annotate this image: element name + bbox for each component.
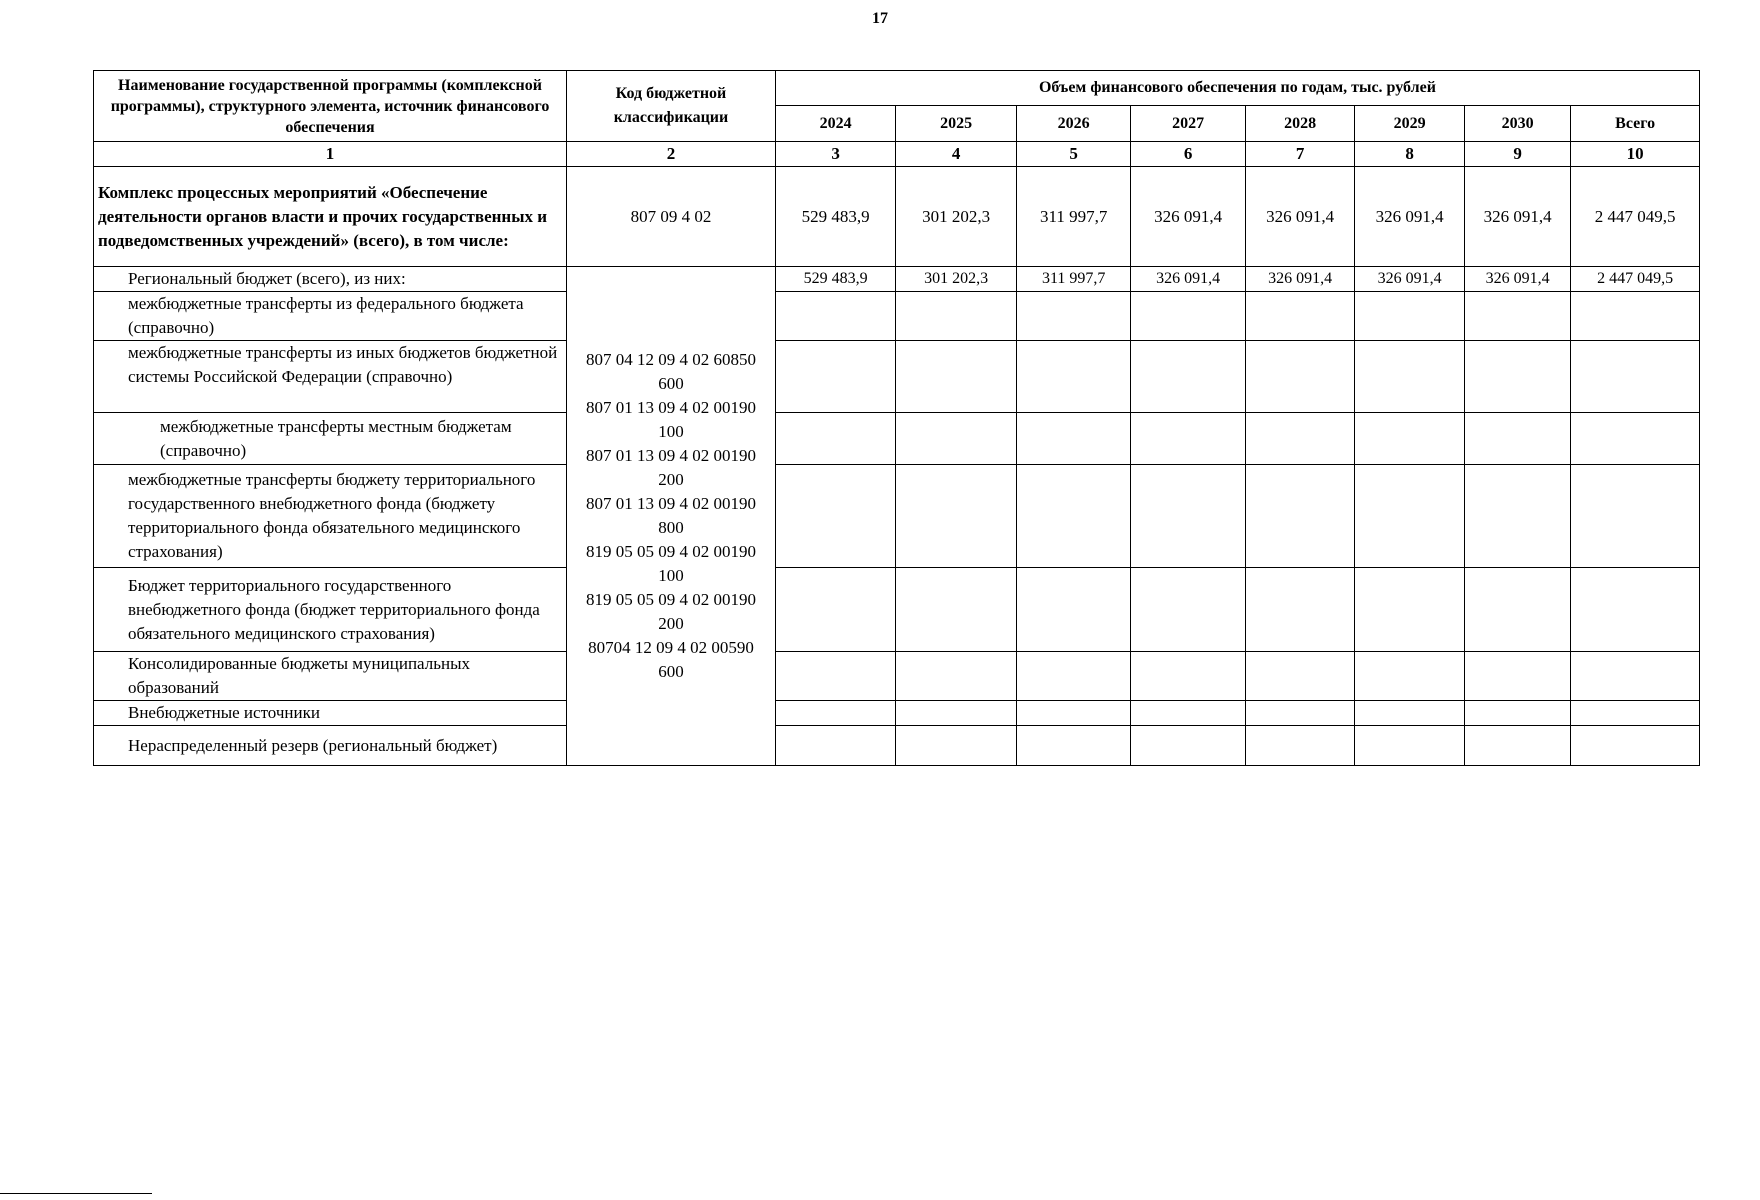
value-cell: 301 202,3	[896, 267, 1017, 292]
value-cell: 326 091,4	[1131, 267, 1245, 292]
federal-name: межбюджетные трансферты из федерального бюджета (справочно)	[94, 292, 567, 341]
reserve-name: Нераспределенный резерв (региональный бюджет)	[94, 726, 567, 766]
empty-cell	[1245, 726, 1354, 766]
empty-cell	[1245, 292, 1354, 341]
empty-cell	[1016, 726, 1130, 766]
empty-cell	[775, 652, 896, 701]
empty-cell	[1245, 465, 1354, 568]
row-local	[94, 413, 1700, 465]
empty-cell	[896, 568, 1017, 652]
empty-cell	[1016, 652, 1130, 701]
code-line: 807 01 13 09 4 02 00190	[585, 446, 756, 465]
empty-cell	[1464, 726, 1570, 766]
value-cell: 326 091,4	[1131, 167, 1245, 267]
empty-cell	[1464, 652, 1570, 701]
value-cell: 326 091,4	[1464, 167, 1570, 267]
complex-name: Комплекс процессных мероприятий «Обеспечение деятельности органов власти и прочих государственных и подведомственных учреждений» (всего), в том числе:	[94, 167, 567, 267]
header-code: Код бюджетной классификации	[567, 71, 776, 142]
column-number: 2	[567, 142, 776, 167]
row-extra-budget	[94, 701, 1700, 726]
empty-cell	[1571, 341, 1700, 413]
empty-cell	[896, 465, 1017, 568]
municipal-name: Консолидированные бюджеты муниципальных образований	[94, 652, 567, 701]
empty-cell	[1355, 568, 1464, 652]
empty-cell	[1571, 568, 1700, 652]
total-cell: 2 447 049,5	[1571, 267, 1700, 292]
code-line: 100	[658, 566, 684, 585]
value-cell: 311 997,7	[1016, 267, 1130, 292]
code-line: 100	[658, 422, 684, 441]
value-cell: 326 091,4	[1464, 267, 1570, 292]
header-year: 2027	[1131, 106, 1245, 142]
footnote-separator	[0, 1193, 152, 1194]
empty-cell	[1571, 652, 1700, 701]
empty-cell	[775, 465, 896, 568]
header-name: Наименование государственной программы (комплексной программы), структурного элемента, источник финансового обеспечения	[94, 71, 567, 142]
financing-table	[93, 70, 1700, 766]
value-cell: 326 091,4	[1245, 167, 1354, 267]
value-cell: 301 202,3	[896, 167, 1017, 267]
row-tfoms-transfer	[94, 465, 1700, 568]
code-line: 200	[658, 470, 684, 489]
column-number: 6	[1131, 142, 1245, 167]
value-cell: 529 483,9	[775, 267, 896, 292]
header-year: 2028	[1245, 106, 1354, 142]
row-complex	[94, 167, 1700, 267]
empty-cell	[1016, 568, 1130, 652]
code-line: 807 04 12 09 4 02 60850	[585, 350, 756, 369]
empty-cell	[1571, 413, 1700, 465]
code-line: 800	[658, 518, 684, 537]
header-year: 2024	[775, 106, 896, 142]
empty-cell	[896, 726, 1017, 766]
code-line: 600	[658, 662, 684, 681]
empty-cell	[775, 701, 896, 726]
column-number: 8	[1355, 142, 1464, 167]
code-line: 200	[658, 614, 684, 633]
value-cell: 311 997,7	[1016, 167, 1130, 267]
extra-budget-name: Внебюджетные источники	[94, 701, 567, 726]
value-cell: 326 091,4	[1355, 167, 1464, 267]
empty-cell	[1355, 726, 1464, 766]
other-budgets-name: межбюджетные трансферты из иных бюджетов бюджетной системы Российской Федерации (справочно)	[94, 341, 567, 413]
row-tfoms-budget	[94, 568, 1700, 652]
empty-cell	[775, 568, 896, 652]
value-cell: 326 091,4	[1355, 267, 1464, 292]
complex-code: 807 09 4 02	[567, 167, 776, 267]
row-reserve	[94, 726, 1700, 766]
empty-cell	[896, 413, 1017, 465]
empty-cell	[896, 701, 1017, 726]
empty-cell	[1131, 652, 1245, 701]
empty-cell	[1355, 341, 1464, 413]
header-year: 2030	[1464, 106, 1570, 142]
empty-cell	[1131, 726, 1245, 766]
header-year: 2025	[896, 106, 1017, 142]
empty-cell	[1464, 292, 1570, 341]
empty-cell	[1464, 413, 1570, 465]
empty-cell	[1245, 413, 1354, 465]
empty-cell	[1464, 341, 1570, 413]
empty-cell	[1131, 568, 1245, 652]
header-total: Всего	[1571, 106, 1700, 142]
header-year: 2026	[1016, 106, 1130, 142]
code-line: 80704 12 09 4 02 00590	[588, 638, 754, 657]
empty-cell	[896, 652, 1017, 701]
column-number: 10	[1571, 142, 1700, 167]
empty-cell	[1355, 652, 1464, 701]
column-number: 9	[1464, 142, 1570, 167]
empty-cell	[896, 292, 1017, 341]
empty-cell	[1131, 292, 1245, 341]
empty-cell	[1355, 413, 1464, 465]
column-number: 4	[896, 142, 1017, 167]
empty-cell	[1571, 726, 1700, 766]
empty-cell	[1131, 465, 1245, 568]
empty-cell	[1016, 465, 1130, 568]
empty-cell	[1571, 292, 1700, 341]
empty-cell	[1016, 701, 1130, 726]
tfoms-budget-name: Бюджет территориального государственного внебюджетного фонда (бюджет территориального фонда обязательного медицинского страхования)	[94, 568, 567, 652]
empty-cell	[1355, 465, 1464, 568]
code-line: 819 05 05 09 4 02 00190	[585, 590, 756, 609]
total-cell: 2 447 049,5	[1571, 167, 1700, 267]
column-number: 1	[94, 142, 567, 167]
code-line: 600	[658, 374, 684, 393]
row-federal	[94, 292, 1700, 341]
code-list	[567, 267, 776, 766]
regional-name: Региональный бюджет (всего), из них:	[94, 267, 567, 292]
empty-cell	[1245, 701, 1354, 726]
empty-cell	[775, 341, 896, 413]
page-number: 17	[872, 10, 888, 27]
empty-cell	[775, 413, 896, 465]
empty-cell	[1016, 413, 1130, 465]
empty-cell	[1571, 465, 1700, 568]
header-volume: Объем финансового обеспечения по годам, тыс. рублей	[775, 71, 1699, 106]
empty-cell	[1131, 341, 1245, 413]
empty-cell	[1245, 652, 1354, 701]
row-other-budgets	[94, 341, 1700, 413]
empty-cell	[1016, 341, 1130, 413]
code-line: 807 01 13 09 4 02 00190	[585, 398, 756, 417]
empty-cell	[1464, 568, 1570, 652]
value-cell: 326 091,4	[1245, 267, 1354, 292]
empty-cell	[1464, 465, 1570, 568]
empty-cell	[1464, 701, 1570, 726]
empty-cell	[1571, 701, 1700, 726]
row-municipal	[94, 652, 1700, 701]
empty-cell	[775, 726, 896, 766]
column-number: 7	[1245, 142, 1354, 167]
empty-cell	[1245, 341, 1354, 413]
empty-cell	[1016, 292, 1130, 341]
empty-cell	[775, 292, 896, 341]
tfoms-transfer-name: межбюджетные трансферты бюджету территориального государственного внебюджетного фонда (бюджету территориального фонда обязательного медицинского страхования)	[94, 465, 567, 568]
empty-cell	[1131, 701, 1245, 726]
empty-cell	[1131, 413, 1245, 465]
empty-cell	[896, 341, 1017, 413]
local-name: межбюджетные трансферты местным бюджетам (справочно)	[94, 413, 567, 465]
value-cell: 529 483,9	[775, 167, 896, 267]
code-line: 819 05 05 09 4 02 00190	[585, 542, 756, 561]
empty-cell	[1245, 568, 1354, 652]
column-number: 3	[775, 142, 896, 167]
column-number: 5	[1016, 142, 1130, 167]
header-year: 2029	[1355, 106, 1464, 142]
empty-cell	[1355, 701, 1464, 726]
code-line: 807 01 13 09 4 02 00190	[585, 494, 756, 513]
empty-cell	[1355, 292, 1464, 341]
row-regional	[94, 267, 1700, 292]
